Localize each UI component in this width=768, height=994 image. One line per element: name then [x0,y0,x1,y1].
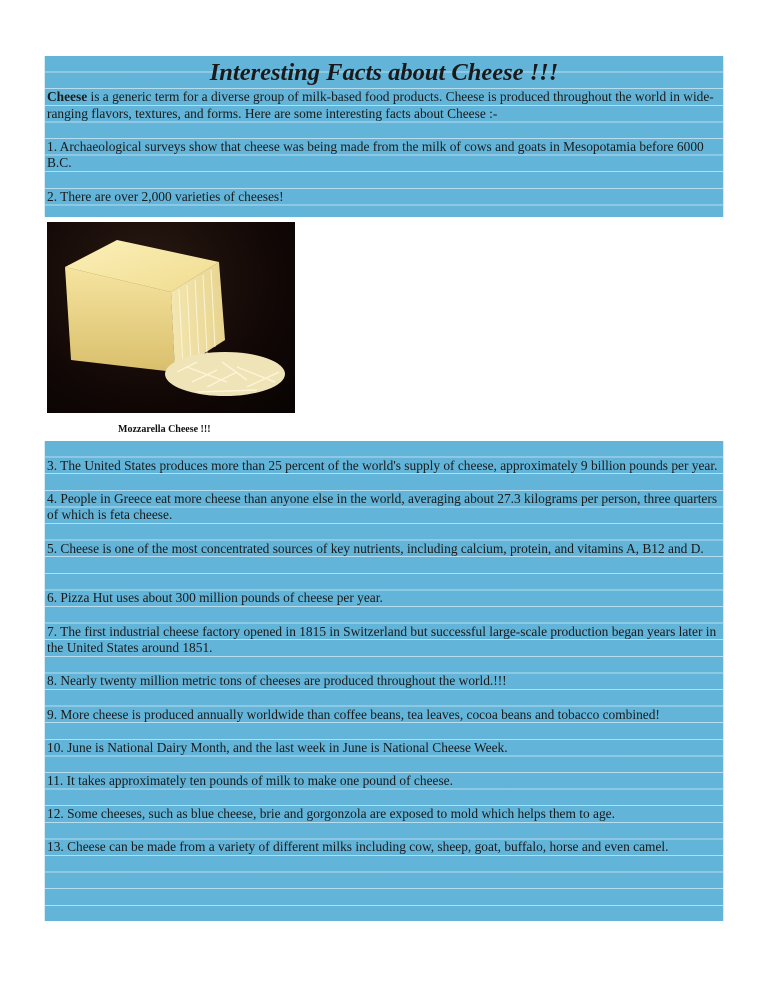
spacer [45,122,723,139]
fact-9: 9. More cheese is produced annually worldwide than coffee beans, tea leaves, cocoa beans and tobacco combined! [47,706,660,722]
spacer [45,756,723,773]
bottom-section [44,441,724,921]
intro-text: is a generic term for a diverse group of milk-based food products. Cheese is produced throughout the world in wide-ranging flavors, textures, and forms. Here are some interesting facts about Cheese :- [47,89,714,121]
spacer [45,557,723,590]
intro-paragraph [45,89,723,122]
spacer [45,607,723,624]
fact-3: 3. The United States produces more than 25 percent of the world's supply of cheese, approximately 9 billion pounds per year. [47,457,718,473]
image-caption: Mozzarella Cheese !!! [118,424,211,435]
spacer [45,823,723,840]
spacer [45,723,723,740]
fact-7: 7. The first industrial cheese factory opened in 1815 in Switzerland but successful large-scale production began years later in the United States around 1851. [47,623,717,656]
mozzarella-cheese-photo [47,222,295,413]
spacer [45,789,723,806]
top-section [44,56,724,217]
spacer [45,441,723,458]
spacer [45,524,723,541]
spacer [45,172,723,189]
fact-5: 5. Cheese is one of the most concentrated sources of key nutrients, including calcium, protein, and vitamins A, B12 and D. [47,540,704,556]
page-title: Interesting Facts about Cheese !!! [209,59,559,86]
fact-10: 10. June is National Dairy Month, and the last week in June is National Cheese Week. [47,739,508,755]
fact-11: 11. It takes approximately ten pounds of milk to make one pound of cheese. [47,772,453,788]
fact-12: 12. Some cheeses, such as blue cheese, brie and gorgonzola are exposed to mold which helps them to age. [47,806,615,822]
fact-4: 4. People in Greece eat more cheese than anyone else in the world, averaging about 27.3 kilograms per person, three quarters of which is feta cheese. [47,490,718,523]
spacer [45,690,723,707]
intro-bold-word: Cheese [47,89,88,104]
spacer [45,657,723,674]
fact-8: 8. Nearly twenty million metric tons of cheeses are produced throughout the world.!!! [47,673,507,689]
cheese-block-icon [47,222,295,413]
fact-2: 2. There are over 2,000 varieties of cheeses! [47,188,284,204]
fact-6: 6. Pizza Hut uses about 300 million pounds of cheese per year. [47,590,383,606]
fact-13: 13. Cheese can be made from a variety of different milks including cow, sheep, goat, buffalo, horse and even camel. [47,839,669,855]
fact-1: 1. Archaeological surveys show that cheese was being made from the milk of cows and goats in Mesopotamia before 6000 B.C. [47,138,704,171]
spacer [45,474,723,491]
